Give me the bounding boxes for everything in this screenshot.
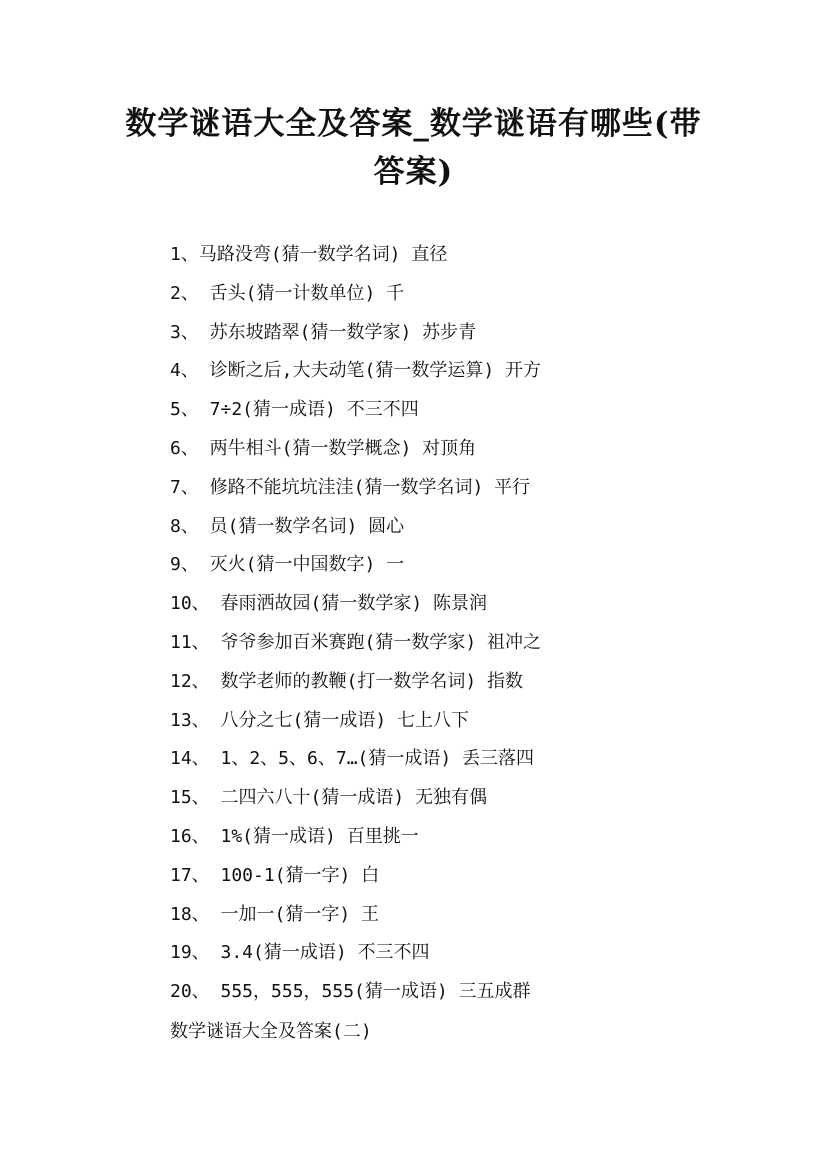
riddle-item: 18、 一加一(猜一字) 王 — [170, 903, 380, 925]
riddle-item: 4、 诊断之后,大夫动笔(猜一数学运算) 开方 — [170, 360, 542, 382]
riddle-item: 16、 1%(猜一成语) 百里挑一 — [170, 825, 419, 847]
riddle-item: 15、 二四六八十(猜一成语) 无独有偶 — [170, 787, 488, 809]
riddle-item: 12、 数学老师的教鞭(打一数学名词) 指数 — [170, 670, 524, 692]
riddle-item: 14、 1、2、5、6、7…(猜一成语) 丢三落四 — [170, 748, 535, 770]
riddle-item: 11、 爷爷参加百米赛跑(猜一数学家) 祖冲之 — [170, 631, 542, 653]
riddle-list — [170, 236, 541, 1012]
section-heading: 数学谜语大全及答案(二) — [170, 1021, 372, 1042]
riddle-item: 5、 7÷2(猜一成语) 不三不四 — [170, 399, 419, 421]
riddle-item: 3、 苏东坡踏翠(猜一数学家) 苏步青 — [170, 321, 477, 343]
riddle-item: 17、 100-1(猜一字) 白 — [170, 864, 380, 886]
riddle-item: 2、 舌头(猜一计数单位) 千 — [170, 282, 405, 304]
riddle-item: 10、 春雨洒故园(猜一数学家) 陈景润 — [170, 593, 488, 615]
document-title: 数学谜语大全及答案_数学谜语有哪些(带答案) — [125, 106, 702, 190]
riddle-item: 1、马路没弯(猜一数学名词) 直径 — [170, 244, 448, 265]
riddle-item: 20、 555，555，555(猜一成语) 三五成群 — [170, 981, 531, 1003]
riddle-item: 8、 员(猜一数学名词) 圆心 — [170, 515, 405, 537]
riddle-item: 13、 八分之七(猜一成语) 七上八下 — [170, 709, 470, 731]
riddle-item: 19、 3.4(猜一成语) 不三不四 — [170, 942, 430, 964]
riddle-item: 7、 修路不能坑坑洼洼(猜一数学名词) 平行 — [170, 476, 531, 498]
riddle-item: 9、 灭火(猜一中国数字) 一 — [170, 554, 405, 576]
riddle-item: 6、 两牛相斗(猜一数学概念) 对顶角 — [170, 437, 477, 459]
